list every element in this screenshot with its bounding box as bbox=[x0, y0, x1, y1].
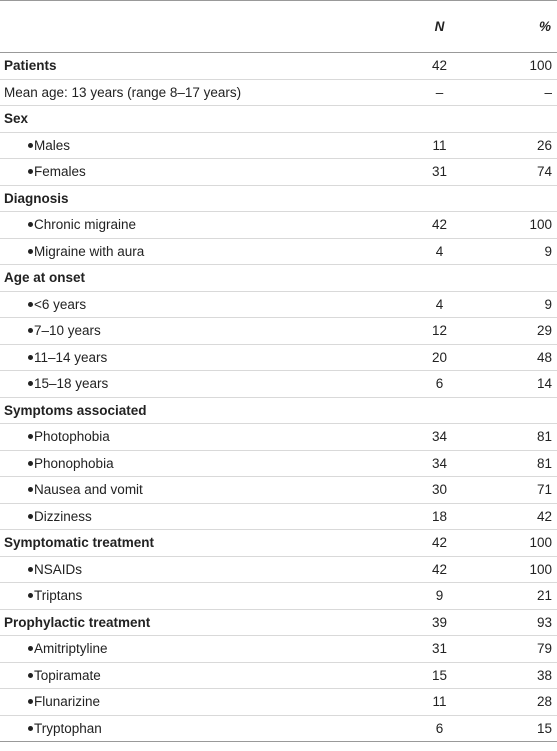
row-label bbox=[0, 185, 340, 212]
row-n-value: 12 bbox=[431, 323, 448, 339]
row-label-text: Photophobia bbox=[34, 429, 110, 445]
row-label-text: Symptoms associated bbox=[4, 402, 147, 418]
table-row bbox=[0, 185, 557, 212]
header-n: N bbox=[340, 1, 463, 53]
table-row bbox=[0, 132, 557, 159]
row-label bbox=[0, 530, 340, 557]
table-body bbox=[0, 53, 557, 742]
row-percent-value: 26 bbox=[536, 137, 552, 153]
row-label bbox=[0, 503, 340, 530]
row-n-value: 31 bbox=[431, 641, 448, 657]
row-percent-value: 9 bbox=[544, 296, 552, 312]
table-row bbox=[0, 371, 557, 398]
row-label bbox=[0, 265, 340, 292]
row-percent-value: 71 bbox=[536, 482, 552, 498]
bullet-icon bbox=[28, 461, 33, 466]
row-label bbox=[0, 424, 340, 451]
table-row bbox=[0, 265, 557, 292]
bullet-icon bbox=[28, 222, 33, 227]
table-row bbox=[0, 79, 557, 106]
row-label bbox=[0, 159, 340, 186]
row-label-text: Patients bbox=[4, 58, 57, 74]
table-row bbox=[0, 238, 557, 265]
row-n-value: 6 bbox=[435, 376, 444, 392]
row-n-value: 42 bbox=[431, 561, 448, 577]
row-n-value bbox=[340, 265, 463, 292]
row-percent-value: – bbox=[544, 84, 552, 100]
table-row bbox=[0, 450, 557, 477]
row-percent-value: 100 bbox=[529, 217, 552, 233]
table-row bbox=[0, 159, 557, 186]
row-label-text: Migraine with aura bbox=[34, 243, 145, 259]
row-n-value: 42 bbox=[431, 58, 448, 74]
row-percent-value: 100 bbox=[529, 535, 552, 551]
bullet-icon bbox=[28, 249, 33, 254]
row-label bbox=[0, 53, 340, 80]
row-percent-value bbox=[463, 106, 557, 133]
row-label-text: Mean age: 13 years (range 8–17 years) bbox=[4, 84, 242, 100]
row-percent-value: 29 bbox=[536, 323, 552, 339]
table-row bbox=[0, 397, 557, 424]
bullet-icon bbox=[28, 487, 33, 492]
row-n-value: 18 bbox=[431, 508, 448, 524]
row-percent-value: 48 bbox=[536, 349, 552, 365]
row-label bbox=[0, 397, 340, 424]
row-label-text: Males bbox=[34, 137, 71, 153]
table-row bbox=[0, 636, 557, 663]
row-label-text: Sex bbox=[4, 111, 29, 127]
bullet-icon bbox=[28, 593, 33, 598]
header-percent: % bbox=[463, 1, 557, 53]
row-label bbox=[0, 583, 340, 610]
row-n-value: – bbox=[435, 84, 444, 100]
row-n-value: 11 bbox=[432, 137, 447, 153]
row-label-text: 15–18 years bbox=[34, 376, 109, 392]
row-n-value: 6 bbox=[435, 720, 444, 736]
table-row bbox=[0, 106, 557, 133]
row-n-value: 34 bbox=[431, 429, 448, 445]
row-percent-value: 28 bbox=[536, 694, 552, 710]
row-n-value: 34 bbox=[431, 455, 448, 471]
row-label bbox=[0, 477, 340, 504]
row-label bbox=[0, 636, 340, 663]
row-label-text: Symptomatic treatment bbox=[4, 535, 155, 551]
row-label bbox=[0, 132, 340, 159]
table-row bbox=[0, 662, 557, 689]
row-percent-value: 14 bbox=[536, 376, 552, 392]
row-percent-value bbox=[463, 265, 557, 292]
row-label-text: Dizziness bbox=[34, 508, 92, 524]
row-n-value: 20 bbox=[431, 349, 448, 365]
bullet-icon bbox=[28, 699, 33, 704]
bullet-icon bbox=[28, 673, 33, 678]
row-percent-value: 79 bbox=[536, 641, 552, 657]
row-percent-value: 81 bbox=[536, 455, 552, 471]
row-n-value: 39 bbox=[431, 614, 448, 630]
row-label-text: Chronic migraine bbox=[34, 217, 137, 233]
row-percent-value: 93 bbox=[536, 614, 552, 630]
row-label-text: 7–10 years bbox=[34, 323, 101, 339]
table-row bbox=[0, 530, 557, 557]
table-header bbox=[0, 1, 557, 53]
row-label bbox=[0, 450, 340, 477]
table-row bbox=[0, 477, 557, 504]
row-label-text: Nausea and vomit bbox=[34, 482, 143, 498]
row-n-value: 31 bbox=[431, 164, 448, 180]
row-label bbox=[0, 238, 340, 265]
row-label-text: Age at onset bbox=[4, 270, 86, 286]
row-label-text: Phonophobia bbox=[34, 455, 114, 471]
row-n-value: 4 bbox=[435, 296, 444, 312]
bullet-icon bbox=[28, 143, 33, 148]
row-percent-value: 100 bbox=[529, 561, 552, 577]
table-row bbox=[0, 609, 557, 636]
row-percent-value: 38 bbox=[536, 667, 552, 683]
bullet-icon bbox=[28, 328, 33, 333]
row-n-value: 11 bbox=[432, 694, 447, 710]
table-row bbox=[0, 556, 557, 583]
row-n-value: 42 bbox=[431, 535, 448, 551]
table-row bbox=[0, 715, 557, 742]
bullet-icon bbox=[28, 434, 33, 439]
row-percent-value bbox=[463, 397, 557, 424]
header-row bbox=[0, 1, 557, 53]
table-row bbox=[0, 291, 557, 318]
table-row bbox=[0, 424, 557, 451]
row-label-text: <6 years bbox=[34, 296, 87, 312]
row-n-value bbox=[340, 106, 463, 133]
row-label-text: Tryptophan bbox=[34, 720, 102, 736]
table-row bbox=[0, 212, 557, 239]
bullet-icon bbox=[28, 381, 33, 386]
bullet-icon bbox=[28, 514, 33, 519]
row-percent-value: 81 bbox=[536, 429, 552, 445]
table-row bbox=[0, 318, 557, 345]
row-percent-value: 42 bbox=[536, 508, 552, 524]
table-row bbox=[0, 583, 557, 610]
row-label-text: Flunarizine bbox=[34, 694, 101, 710]
row-label bbox=[0, 662, 340, 689]
row-label bbox=[0, 212, 340, 239]
row-n-value: 15 bbox=[431, 667, 448, 683]
row-label bbox=[0, 79, 340, 106]
table-row bbox=[0, 53, 557, 80]
row-percent-value bbox=[463, 185, 557, 212]
row-label-text: Females bbox=[34, 164, 86, 180]
table-row bbox=[0, 344, 557, 371]
row-label-text: Amitriptyline bbox=[34, 641, 108, 657]
row-label-text: Triptans bbox=[34, 588, 83, 604]
bullet-icon bbox=[28, 726, 33, 731]
bullet-icon bbox=[28, 169, 33, 174]
bullet-icon bbox=[28, 355, 33, 360]
row-n-value bbox=[340, 397, 463, 424]
row-label bbox=[0, 689, 340, 716]
row-label bbox=[0, 106, 340, 133]
row-n-value bbox=[340, 185, 463, 212]
row-percent-value: 100 bbox=[529, 58, 552, 74]
bullet-icon bbox=[28, 567, 33, 572]
row-label bbox=[0, 715, 340, 742]
bullet-icon bbox=[28, 302, 33, 307]
bullet-icon bbox=[28, 646, 33, 651]
row-n-value: 9 bbox=[435, 588, 444, 604]
row-label-text: Diagnosis bbox=[4, 190, 69, 206]
row-label-text: 11–14 years bbox=[34, 349, 108, 365]
row-percent-value: 15 bbox=[536, 720, 552, 736]
table-row bbox=[0, 503, 557, 530]
row-label bbox=[0, 344, 340, 371]
row-percent-value: 74 bbox=[536, 164, 552, 180]
row-n-value: 30 bbox=[431, 482, 448, 498]
row-label bbox=[0, 371, 340, 398]
row-percent-value: 21 bbox=[536, 588, 552, 604]
row-n-value: 42 bbox=[431, 217, 448, 233]
table-row bbox=[0, 689, 557, 716]
row-percent-value: 9 bbox=[544, 243, 552, 259]
row-label-text: Topiramate bbox=[34, 667, 101, 683]
row-label-text: NSAIDs bbox=[34, 561, 83, 577]
row-label bbox=[0, 318, 340, 345]
row-label bbox=[0, 556, 340, 583]
row-n-value: 4 bbox=[435, 243, 444, 259]
row-label bbox=[0, 609, 340, 636]
header-label bbox=[0, 1, 340, 53]
row-label-text: Prophylactic treatment bbox=[4, 614, 151, 630]
row-label bbox=[0, 291, 340, 318]
